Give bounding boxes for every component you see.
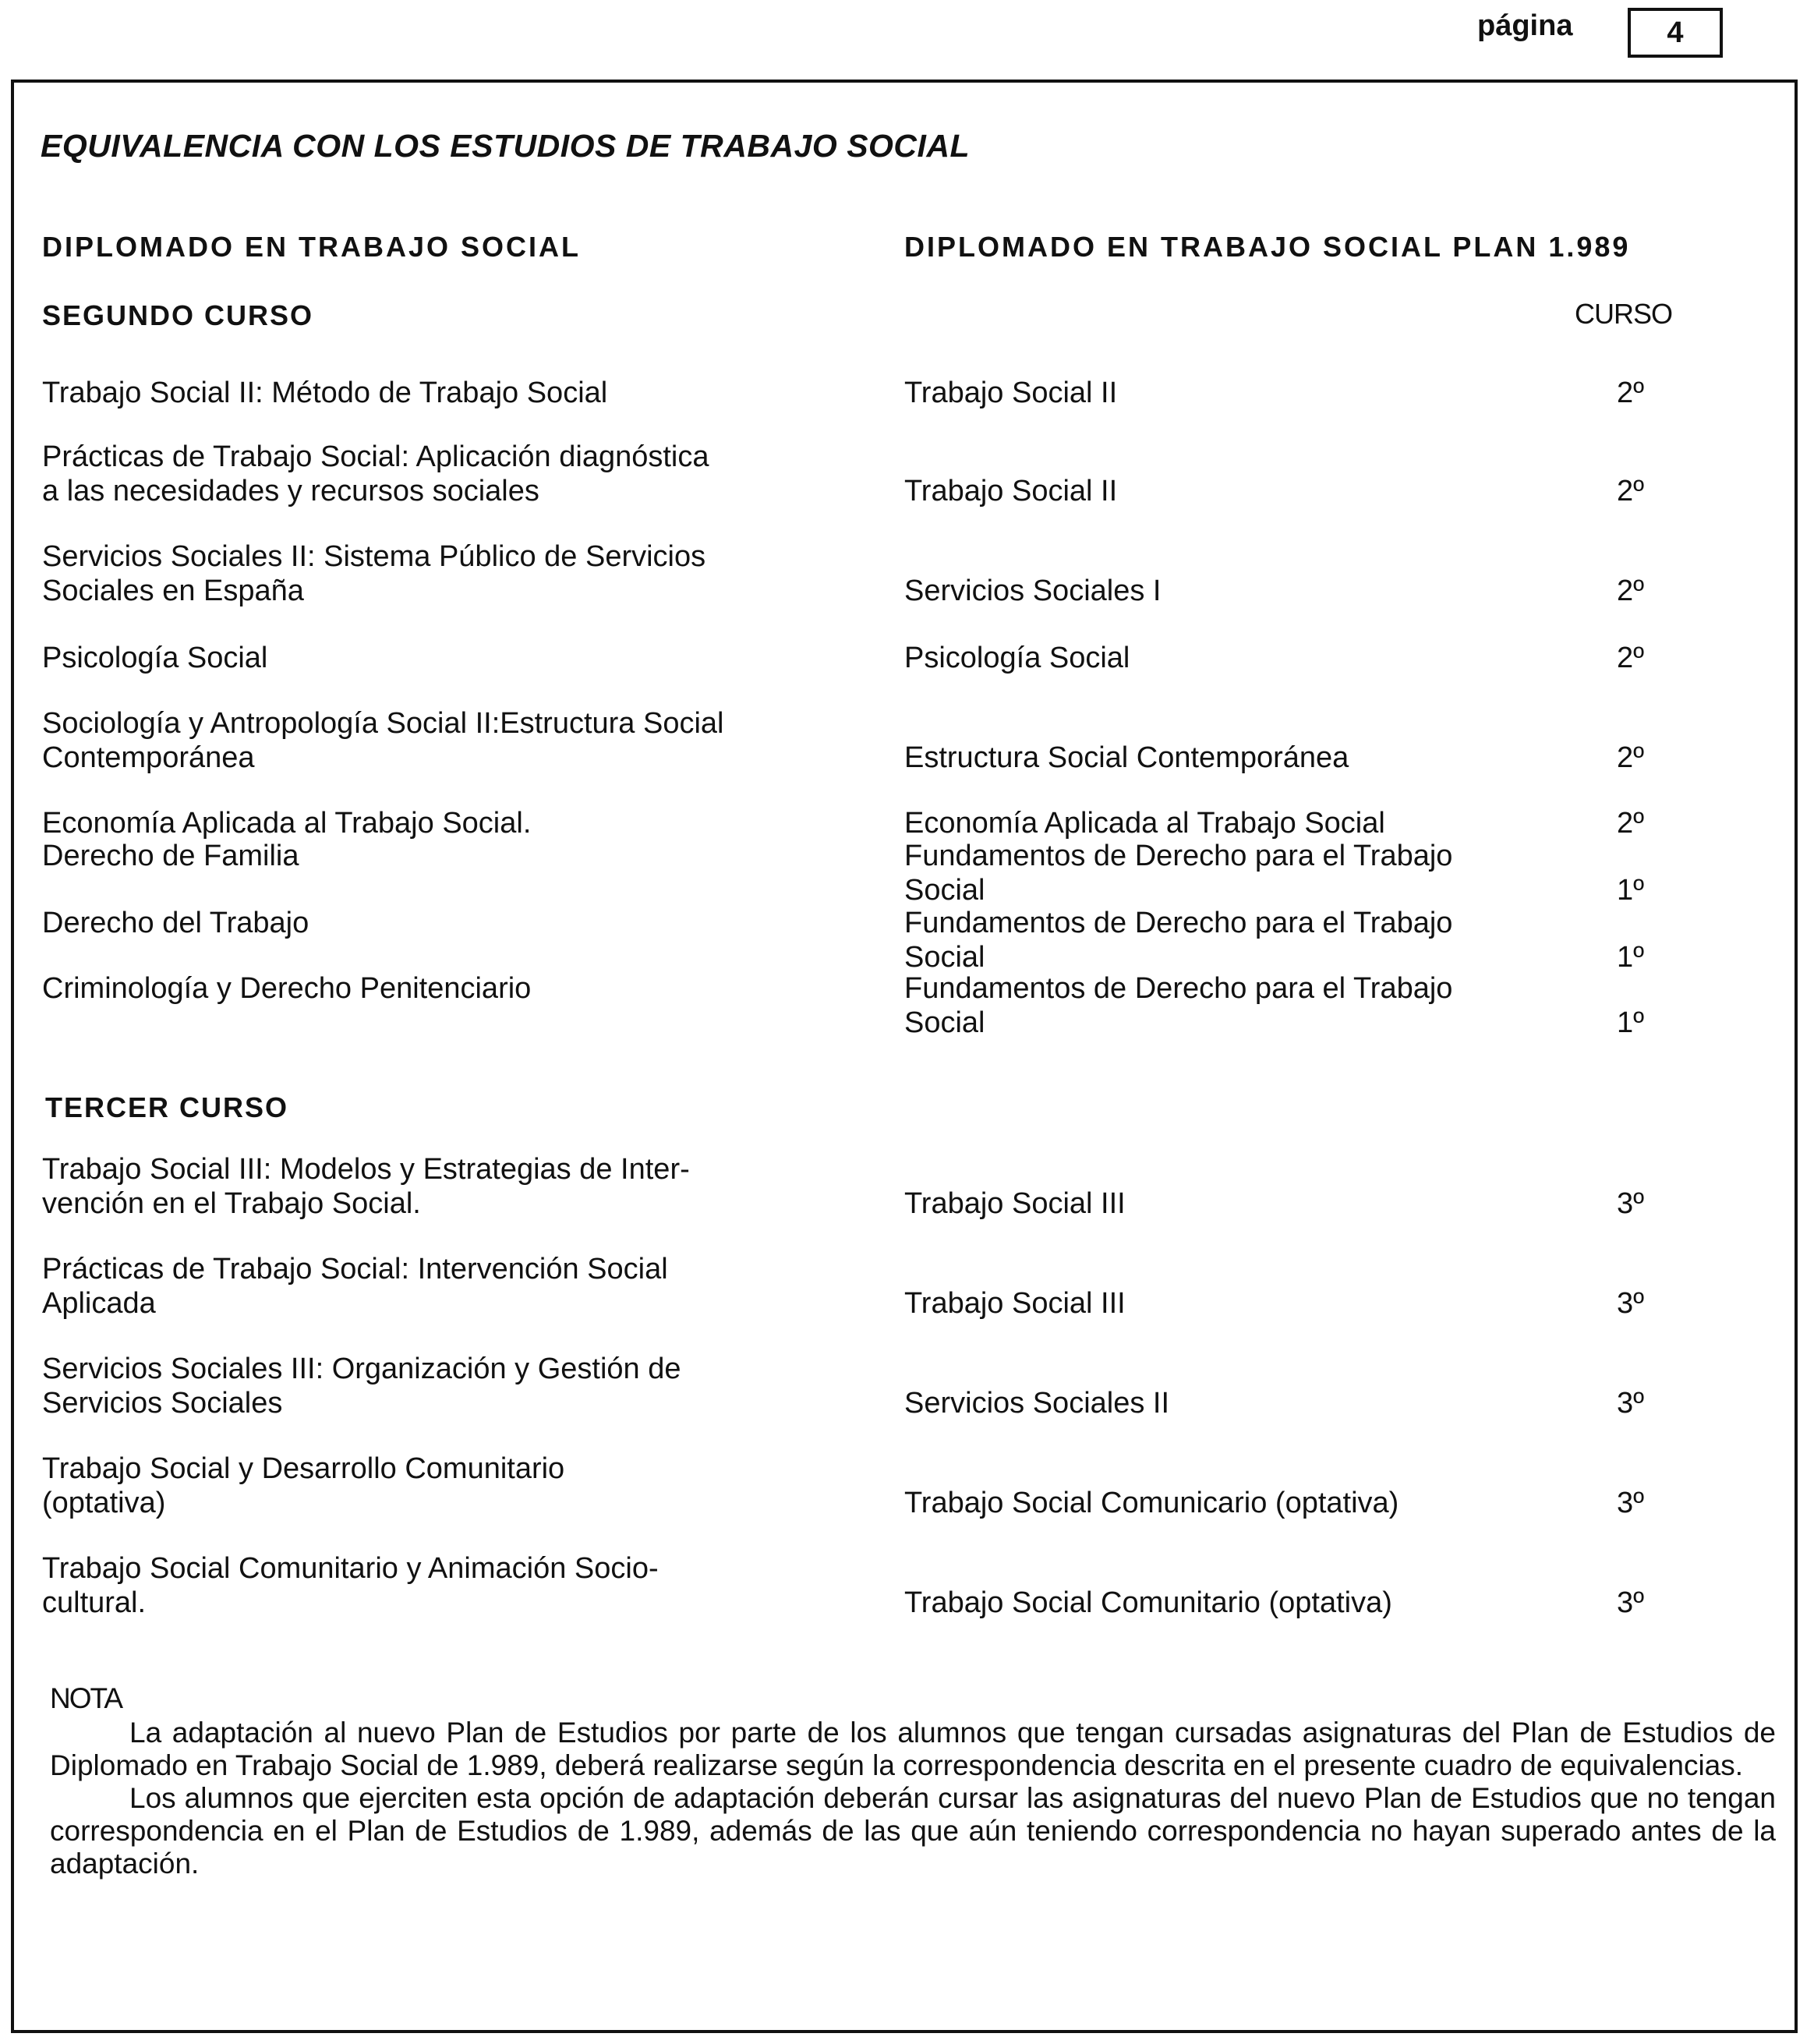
equivalent-subject: Trabajo Social II: [904, 377, 1118, 409]
subject-name: Trabajo Social III: Modelos y Estrategias de Inter- vención en el Trabajo Social.: [42, 1153, 690, 1220]
subject-name: Trabajo Social y Desarrollo Comunitario (optativa): [42, 1452, 565, 1519]
course-year: 1º: [1617, 874, 1645, 907]
note-heading: NOTA: [50, 1682, 122, 1714]
equivalence-row: [42, 415, 1679, 508]
equivalence-row: [42, 582, 1679, 675]
subject-name: Psicología Social: [42, 642, 268, 674]
equivalent-subject: Fundamentos de Derecho para el Trabajo Social: [904, 972, 1453, 1039]
course-year: 2º: [1617, 377, 1645, 409]
course-year: 3º: [1617, 1387, 1645, 1420]
equivalent-subject: Trabajo Social III: [904, 1187, 1126, 1220]
subject-name: Trabajo Social II: Método de Trabajo Social: [42, 377, 608, 409]
course-year: 2º: [1617, 741, 1645, 774]
course-year: 1º: [1617, 1006, 1645, 1039]
section-heading-third-course: TERCER CURSO: [45, 1091, 289, 1123]
course-year: 2º: [1617, 807, 1645, 840]
equivalence-row: [42, 317, 1679, 410]
subject-name: Prácticas de Trabajo Social: Aplicación diagnóstica a las necesidades y recursos sociales: [42, 440, 709, 507]
note-paragraph: Los alumnos que ejerciten esta opción de adaptación deberán cursar las asignaturas del nuevo Plan de Estudios que no tengan correspondencia en el Plan de Estudios de 1.989, además de las que aún teniendo correspondencia no hayan superado antes de la adaptación.: [50, 1782, 1776, 1880]
course-year: 2º: [1617, 642, 1645, 674]
equivalent-subject: Trabajo Social III: [904, 1287, 1126, 1320]
course-year: 2º: [1617, 475, 1645, 507]
column-header-current-plan: DIPLOMADO EN TRABAJO SOCIAL: [42, 231, 582, 263]
document-title: EQUIVALENCIA CON LOS ESTUDIOS DE TRABAJO SOCIAL: [41, 128, 971, 164]
section-heading-second-course: SEGUNDO CURSO: [42, 299, 314, 331]
subject-name: Sociología y Antropología Social II:Estructura Social Contemporánea: [42, 707, 724, 774]
course-year: 3º: [1617, 1187, 1645, 1220]
course-year: 3º: [1617, 1287, 1645, 1320]
subject-name: Trabajo Social Comunitario y Animación Socio- cultural.: [42, 1552, 659, 1619]
equivalent-subject: Servicios Sociales II: [904, 1387, 1170, 1420]
equivalence-row: [42, 946, 1679, 1040]
equivalence-row: [42, 1127, 1679, 1221]
equivalent-subject: Fundamentos de Derecho para el Trabajo Social: [904, 840, 1453, 907]
subject-name: Servicios Sociales II: Sistema Público de Servicios Sociales en España: [42, 540, 706, 607]
equivalent-subject: Psicología Social: [904, 642, 1130, 674]
equivalent-subject: Trabajo Social II: [904, 475, 1118, 507]
page-label: página: [1477, 9, 1573, 42]
equivalent-subject: Trabajo Social Comunicario (optativa): [904, 1487, 1399, 1519]
equivalent-subject: Trabajo Social Comunitario (optativa): [904, 1586, 1392, 1619]
equivalent-subject: Fundamentos de Derecho para el Trabajo Social: [904, 907, 1453, 974]
subject-name: Servicios Sociales III: Organización y Gestión de Servicios Sociales: [42, 1353, 681, 1420]
equivalent-subject: Economía Aplicada al Trabajo Social: [904, 807, 1385, 840]
equivalence-row: [42, 1427, 1679, 1520]
subject-name: Economía Aplicada al Trabajo Social.: [42, 807, 532, 840]
column-header-curso: CURSO: [1575, 298, 1673, 330]
equivalence-row: [42, 1227, 1679, 1321]
subject-name: Derecho del Trabajo: [42, 907, 309, 939]
course-year: 1º: [1617, 941, 1645, 974]
equivalent-subject: Servicios Sociales I: [904, 575, 1162, 607]
page-number: 4: [1628, 8, 1723, 58]
course-year: 3º: [1617, 1487, 1645, 1519]
note-paragraph: La adaptación al nuevo Plan de Estudios por parte de los alumnos que tengan cursadas asignaturas del Plan de Estudios de Diplomado en Trabajo Social de 1.989, deberá realizarse según la correspondencia descrita en el presente cuadro de equivalencias.: [50, 1717, 1776, 1781]
course-year: 2º: [1617, 575, 1645, 607]
subject-name: Derecho de Familia: [42, 840, 299, 872]
note-block: [50, 1682, 1776, 1880]
equivalence-row: [42, 1327, 1679, 1420]
subject-name: Criminología y Derecho Penitenciario: [42, 972, 532, 1005]
equivalent-subject: Estructura Social Contemporánea: [904, 741, 1349, 774]
course-year: 3º: [1617, 1586, 1645, 1619]
subject-name: Prácticas de Trabajo Social: Intervención Social Aplicada: [42, 1253, 668, 1320]
equivalence-row: [42, 1526, 1679, 1620]
column-header-plan-1989: DIPLOMADO EN TRABAJO SOCIAL PLAN 1.989: [904, 231, 1631, 263]
